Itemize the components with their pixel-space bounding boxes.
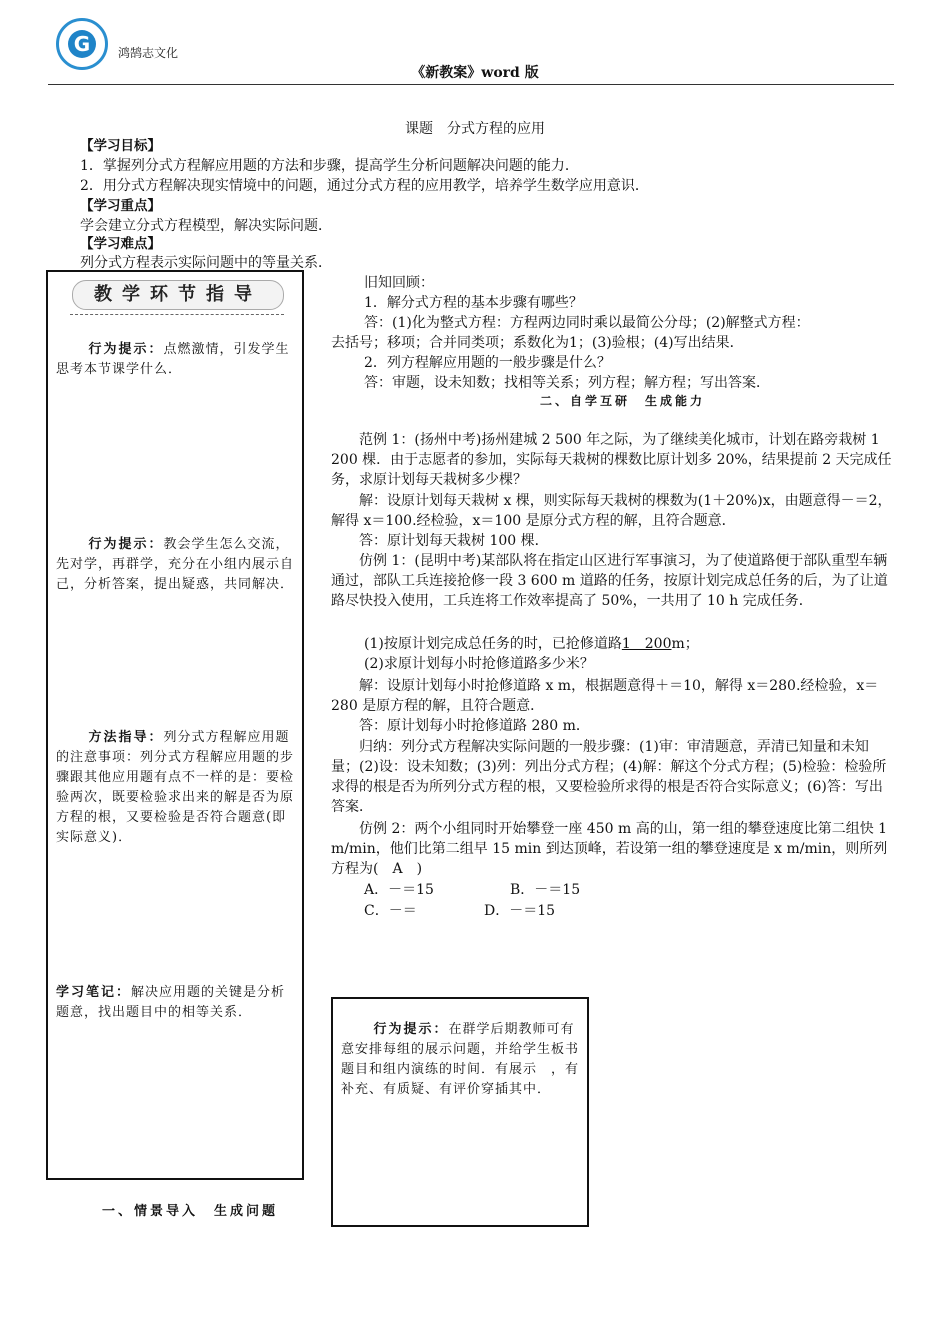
notes-label: 学习笔记： bbox=[56, 985, 132, 1000]
difficulty-heading: 【学习难点】 bbox=[80, 236, 161, 252]
difficulty-text: 列分式方程表示实际问题中的等量关系． bbox=[80, 255, 332, 271]
notes-text: 解决应用题的关键是分析题意，找出题目中的相等关系． bbox=[56, 985, 286, 1020]
guidance-sidebar bbox=[46, 270, 304, 1180]
q1-unit: m； bbox=[671, 636, 699, 652]
tip-text: 点燃激情，引发学生思考本节课学什么． bbox=[56, 342, 290, 377]
summary: 归纳：列分式方程解决实际问题的一般步骤：(1)审：审清题意，弄清已知量和未知量；(2)设：设未知数；(3)列：列出分式方程；(4)解：解这个分式方程；(5)检验：检验所求得的根是否为所列分式方程的根，又要检验所求得的根是否符合实际意义；(6)答：写出答案． bbox=[331, 739, 887, 815]
option-a: A．－＝15 bbox=[364, 882, 434, 898]
tip-label: 行为提示： bbox=[373, 1022, 449, 1037]
goal-item-2: 2．用分式方程解决现实情境中的问题，通过分式方程的应用教学，培养学生数学应用意识． bbox=[80, 178, 649, 194]
study-notes bbox=[56, 983, 296, 1023]
q1-text: (1)按原计划完成总任务的时，已抢修道路 bbox=[364, 636, 622, 652]
tip-text: 在群学后期教师可有意安排每组的展示问题，并给学生板书题目和组内演练的时间．有展示 ，有补充、有质疑、有评价穿插其中． bbox=[341, 1022, 580, 1097]
focus-text: 学会建立分式方程模型，解决实际问题． bbox=[80, 218, 332, 234]
variant-1-solution: 解：设原计划每小时抢修道路 x m，根据题意得＋＝10，解得 x＝280.经检验，x＝280 是原方程的解，且符合题意． bbox=[331, 678, 879, 714]
sidebar-tip-1 bbox=[56, 340, 296, 380]
section-1-heading: 一、情景导入 生成问题 bbox=[102, 1204, 279, 1219]
section-2-heading: 二、自学互研 生成能力 bbox=[540, 394, 706, 408]
focus-heading: 【学习重点】 bbox=[80, 198, 161, 214]
tip-text: 教会学生怎么交流，先对学，再群学，充分在小组内展示自己，分析答案，提出疑惑，共同解决． bbox=[56, 537, 295, 592]
variant-1: 仿例 1：(昆明中考)某部队将在指定山区进行军事演习，为了使道路便于部队重型车辆通过，部队工兵连接抢修一段 3 600 m 道路的任务，按原计划完成总任务的后，为了让道路尽快投入使用，工兵连将工作效率提高了 50%，一共用了 10 h 完成任务． bbox=[331, 553, 888, 609]
brand-name: 鸿鹄志文化 bbox=[118, 46, 179, 60]
goal-item-1: 1．掌握列分式方程解应用题的方法和步骤，提高学生分析问题解决问题的能力． bbox=[80, 158, 579, 174]
teacher-tip bbox=[341, 1020, 579, 1100]
tip-label: 行为提示： bbox=[88, 342, 164, 357]
method-text: 列分式方程解应用题的注意事项：列分式方程解应用题的步骤跟其他应用题有点不一样的是：要检验两次，既要检验求出来的解是否为原方程的根，又要检验是否符合题意(即实际意义)． bbox=[56, 730, 295, 845]
document-title: 《新教案》word 版 bbox=[411, 65, 539, 81]
review-answer-1-line2: 去括号；移项；合并同类项；系数化为1；(3)验根；(4)写出结果． bbox=[331, 335, 744, 351]
example-1-solution: 解：设原计划每天栽树 x 棵，则实际每天栽树的棵数为(1＋20%)x，由题意得－＝2，解得 x＝100.经检验，x＝100 是原分式方程的解，且符合题意． bbox=[331, 493, 892, 529]
q1-answer-blank: 1 200 bbox=[621, 636, 672, 652]
example-1-answer: 答：原计划每天栽树 100 棵． bbox=[359, 533, 549, 549]
variant-2: 仿例 2：两个小组同时开始攀登一座 450 m 高的山，第一组的攀登速度比第二组快 1 m/min，他们比第二组早 15 min 到达顶峰，若设第一组的攀登速度是 x m/min，则所列方程为( A ) bbox=[331, 821, 888, 877]
lesson-title: 课题 分式方程的应用 bbox=[405, 121, 545, 137]
review-answer-1-line1: 答：(1)化为整式方程：方程两边同时乘以最简公分母；(2)解整式方程： bbox=[364, 315, 810, 331]
option-d: D．－＝15 bbox=[484, 903, 556, 919]
variant-1-answer: 答：原计划每小时抢修道路 280 m． bbox=[359, 718, 590, 734]
option-b: B．－＝15 bbox=[510, 882, 581, 898]
example-1: 范例 1：(扬州中考)扬州建城 2 500 年之际，为了继续美化城市，计划在路旁栽树 1 200 棵．由于志愿者的参加，实际每天栽树的棵数比原计划多 20%，结果提前 2 天完成任务，求原计划每天栽树多少棵？ bbox=[331, 432, 892, 488]
goals-heading: 【学习目标】 bbox=[80, 138, 161, 154]
sidebar-tip-2 bbox=[56, 535, 296, 595]
review-question-2: 2．列方程解应用题的一般步骤是什么？ bbox=[364, 355, 611, 371]
method-guidance bbox=[56, 728, 296, 848]
banner-divider bbox=[70, 314, 284, 315]
tip-label: 行为提示： bbox=[88, 537, 164, 552]
review-question-1: 1．解分式方程的基本步骤有哪些？ bbox=[364, 295, 583, 311]
sidebar-banner: 教学环节指导 bbox=[72, 280, 284, 310]
header-divider bbox=[48, 84, 894, 85]
option-c: C．－＝ bbox=[364, 903, 417, 919]
variant-1-q2: (2)求原计划每小时抢修道路多少米？ bbox=[364, 656, 594, 672]
review-heading: 旧知回顾： bbox=[364, 275, 434, 291]
method-label: 方法指导： bbox=[88, 730, 164, 745]
variant-1-q1 bbox=[364, 634, 699, 654]
review-answer-2: 答：审题，设未知数；找相等关系；列方程；解方程；写出答案． bbox=[364, 375, 770, 391]
logo-mark: G bbox=[68, 30, 96, 58]
